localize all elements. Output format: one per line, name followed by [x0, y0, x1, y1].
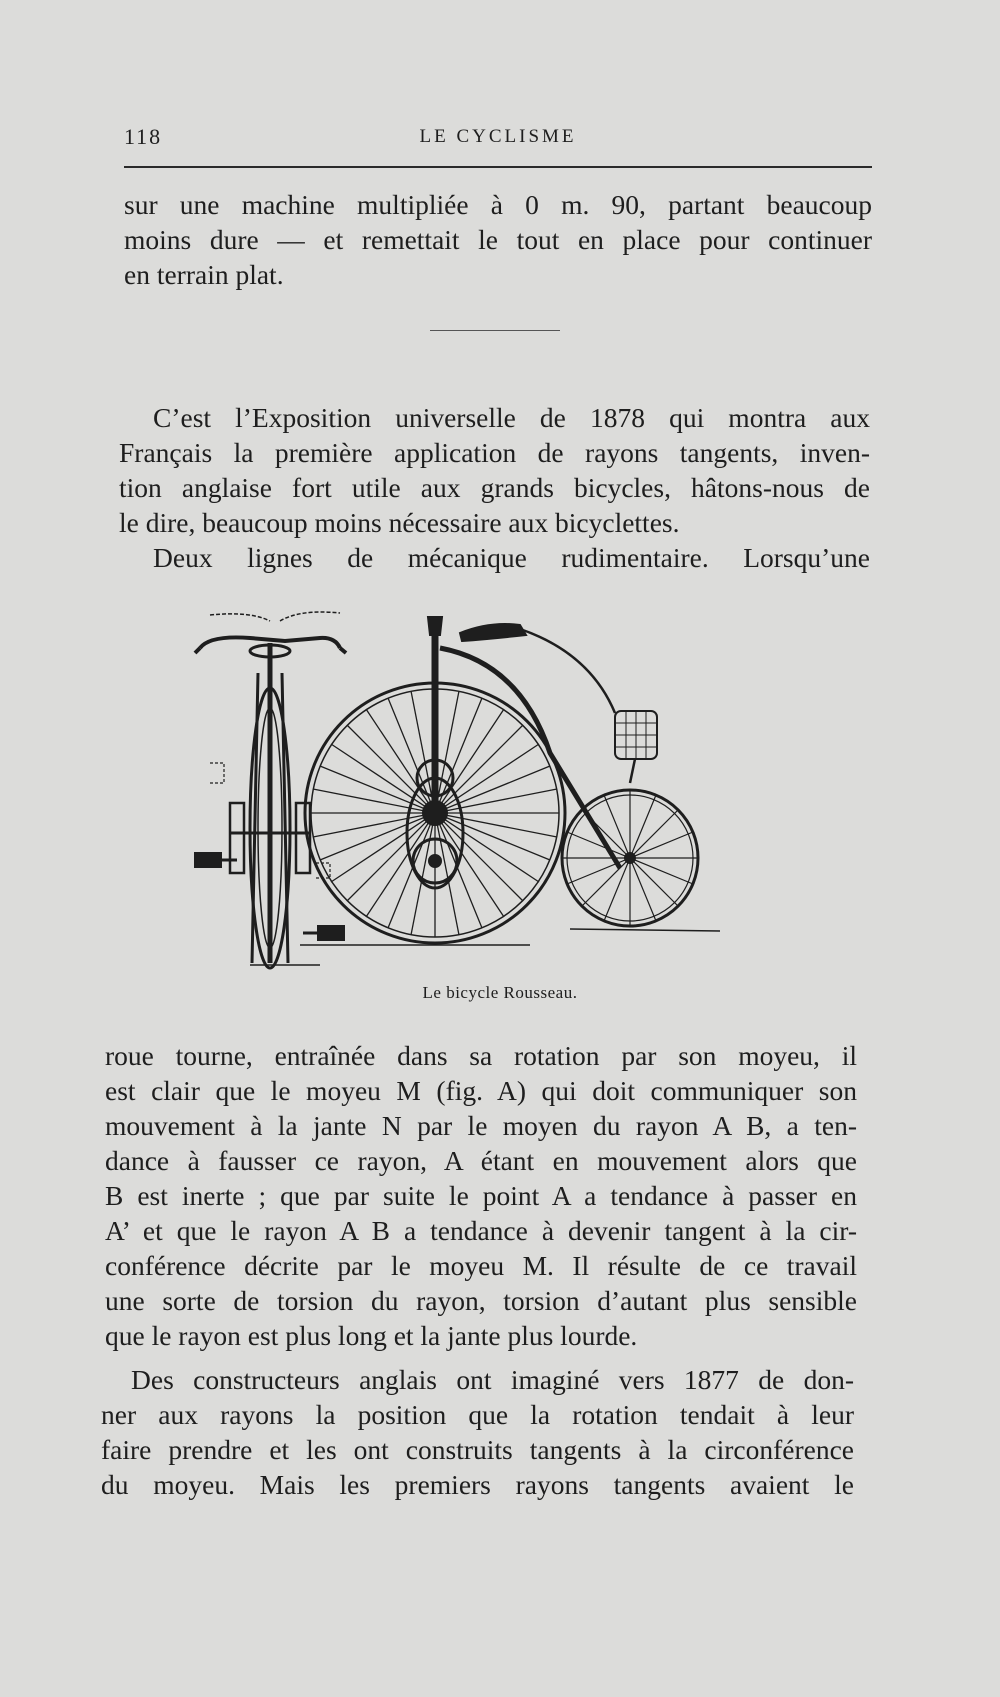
- text-line: en terrain plat.: [124, 259, 284, 290]
- bicycle-side-view: [300, 617, 720, 945]
- text-line: A’ et que le rayon A B a tendance à devenir tangent à la cir-: [105, 1215, 857, 1246]
- text-line: du moyeu. Mais les premiers rayons tangents avaient le: [101, 1469, 854, 1500]
- paragraph-constructeurs: [101, 1362, 854, 1502]
- text-line: Deux lignes de mécanique rudimentaire. Lorsqu’une: [153, 542, 870, 573]
- text-line: ner aux rayons la position que la rotation tendait à leur: [101, 1399, 854, 1430]
- running-title: LE CYCLISME: [419, 126, 577, 147]
- text-line: faire prendre et les ont construits tangents à la circonférence: [101, 1434, 854, 1465]
- text-line: sur une machine multipliée à 0 m. 90, partant beaucoup: [124, 189, 872, 220]
- paragraph-roue: [105, 1038, 857, 1353]
- text-line: roue tourne, entraînée dans sa rotation par son moyeu, il: [105, 1040, 857, 1071]
- bicycle-front-view: [195, 612, 346, 968]
- paragraph-mecanique: [119, 540, 870, 575]
- page-header: [124, 124, 872, 164]
- text-line: conférence décrite par le moyeu M. Il résulte de ce travail: [105, 1250, 857, 1281]
- text-line: tion anglaise fort utile aux grands bicycles, hâtons-nous de: [119, 472, 870, 503]
- text-line: le dire, beaucoup moins nécessaire aux bicyclettes.: [119, 507, 680, 538]
- text-line: C’est l’Exposition universelle de 1878 qui montra aux: [153, 402, 870, 433]
- text-line: que le rayon est plus long et la jante plus lourde.: [105, 1320, 638, 1351]
- paragraph-exposition: [119, 400, 870, 540]
- text-line: Des constructeurs anglais ont imaginé vers 1877 de don-: [131, 1364, 854, 1395]
- text-line: B est inerte ; que par suite le point A a tendance à passer en: [105, 1180, 857, 1211]
- page-number: 118: [124, 124, 163, 149]
- section-separator: [430, 330, 560, 331]
- text-line: Français la première application de rayons tangents, inven-: [119, 437, 870, 468]
- text-line: dance à fausser ce rayon, A étant en mouvement alors que: [105, 1145, 857, 1176]
- header-rule: [124, 166, 872, 168]
- text-line: une sorte de torsion du rayon, torsion d’autant plus sensible: [105, 1285, 857, 1316]
- top-paragraph: [124, 187, 872, 292]
- figure-caption: Le bicycle Rousseau.: [422, 983, 578, 1002]
- text-line: est clair que le moyeu M (fig. A) qui doit communiquer son: [105, 1075, 857, 1106]
- text-line: moins dure — et remettait le tout en place pour continuer: [124, 224, 872, 255]
- text-line: mouvement à la jante N par le moyen du rayon A B, a ten-: [105, 1110, 857, 1141]
- bicycle-rousseau-illustration: [190, 603, 790, 983]
